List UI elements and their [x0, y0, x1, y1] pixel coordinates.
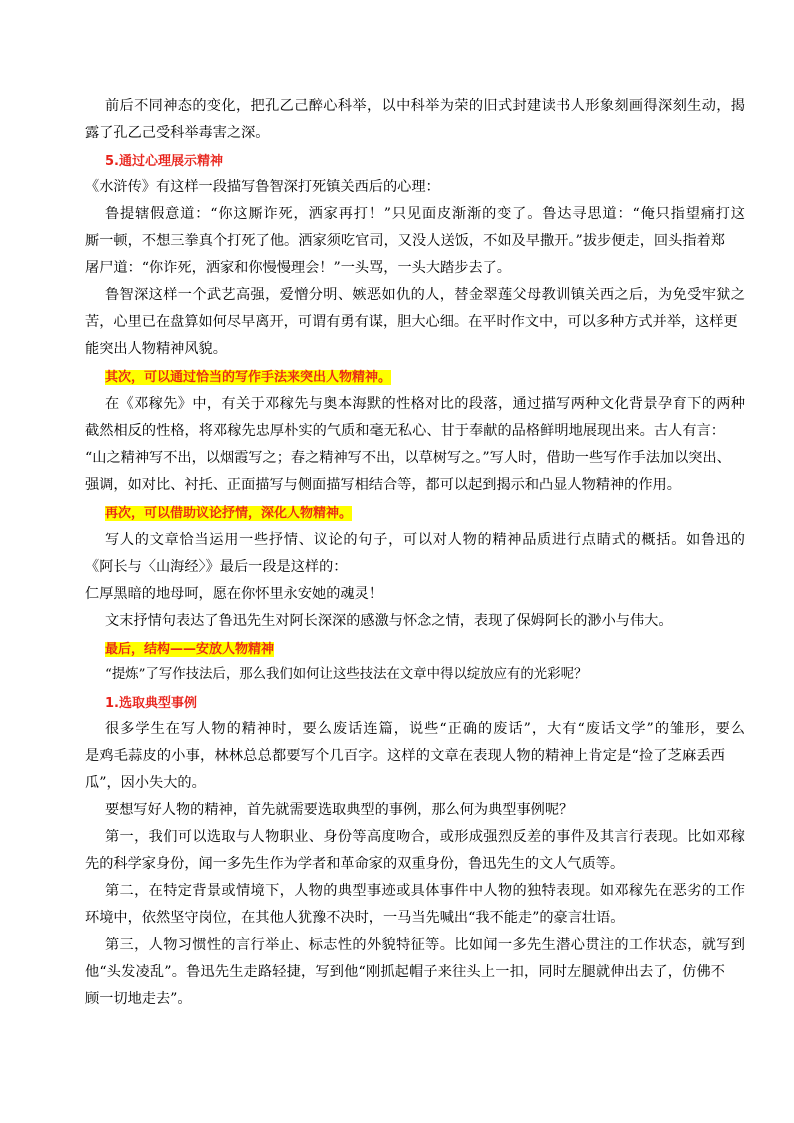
- highlighted-heading-text: 最后，结构——安放人物精神: [105, 642, 275, 657]
- highlighted-heading: [105, 503, 745, 524]
- paragraph-line: 很多学生在写人物的精神时，要么废话连篇，说些“正确的废话”，大有“废话文学”的雏形，要么: [105, 721, 745, 737]
- paragraph-line: 屠尸道：“你诈死，洒家和你慢慢理会！”一头骂，一头大踏步去了。: [85, 260, 511, 276]
- paragraph-line: 要想写好人物的精神，首先就需要选取典型的事例，那么何为典型事例呢？: [105, 802, 574, 818]
- paragraph-line: 能突出人物精神风貌。: [85, 341, 227, 357]
- paragraph-line: 写人的文章恰当运用一些抒情、议论的句子，可以对人物的精神品质进行点睛式的概括。如鲁迅的: [105, 532, 745, 548]
- paragraph-line: 鲁提辖假意道：“你这厮诈死，洒家再打！”只见面皮渐渐的变了。鲁达寻思道：“俺只指望痛打这: [105, 206, 745, 222]
- paragraph-line: 先的科学家身份，闻一多先生作为学者和革命家的双重身份，鲁迅先生的文人气质等。: [85, 856, 625, 872]
- paragraph-line: “山之精神写不出，以烟霞写之；春之精神写不出，以草树写之。”写人时，借助一些写作手法加以突出、: [85, 450, 731, 466]
- paragraph-line: “提炼”了写作技法后，那么我们如何让这些技法在文章中得以绽放应有的光彩呢？: [105, 667, 588, 682]
- paragraph-line: 苦，心里已在盘算如何尽早离开，可谓有勇有谋，胆大心细。在平时作文中，可以多种方式并举，这样更: [85, 314, 738, 330]
- paragraph-line: 顾一切地走去”。: [85, 991, 192, 1007]
- paragraph-line: 厮一顿，不想三拳真个打死了他。洒家须吃官司，又没人送饭，不如及早撒开。”拔步便走，回头指着郑: [85, 233, 725, 249]
- paragraph-line: 《水浒传》有这样一段描写鲁智深打死镇关西后的心理：: [85, 179, 440, 195]
- section-heading: [105, 693, 745, 714]
- paragraph-line: 《阿长与〈山海经〉》最后一段是这样的：: [85, 559, 348, 575]
- paragraph-line: 前后不同神态的变化，把孔乙己醉心科举，以中科举为荣的旧式封建读书人形象刻画得深刻生动，揭: [105, 98, 745, 114]
- highlighted-heading: [105, 639, 745, 660]
- paragraph-line: 是鸡毛蒜皮的小事，林林总总都要写个几百字。这样的文章在表现人物的精神上肯定是“捡了芝麻丢西: [85, 748, 725, 764]
- paragraph-line: 第二，在特定背景或情境下，人物的典型事迹或具体事件中人物的独特表现。如邓稼先在恶劣的工作: [105, 883, 745, 899]
- paragraph-line: 露了孔乙己受科举毒害之深。: [85, 125, 270, 141]
- paragraph-line: 瓜”，因小失大的。: [85, 775, 206, 791]
- section-heading-text: 1.选取典型事例: [105, 696, 197, 711]
- paragraph-line: 鲁智深这样一个武艺高强，爱憎分明、嫉恶如仇的人，替金翠莲父母教训镇关西之后，为免受牢狱之: [105, 287, 745, 303]
- highlighted-heading-text: 再次，可以借助议论抒情，深化人物精神。: [105, 506, 353, 521]
- highlighted-heading: [105, 367, 745, 388]
- paragraph-line: 强调，如对比、衬托、正面描写与侧面描写相结合等，都可以起到揭示和凸显人物精神的作用。: [85, 477, 681, 493]
- paragraph-line: 截然相反的性格，将邓稼先忠厚朴实的气质和毫无私心、甘于奉献的品格鲜明地展现出来。古人有言：: [85, 423, 725, 439]
- section-heading: [105, 151, 745, 172]
- paragraph-line: 仁厚黑暗的地母呵，愿在你怀里永安她的魂灵！: [85, 586, 383, 602]
- paragraph-line: 第三，人物习惯性的言行举止、标志性的外貌特征等。比如闻一多先生潜心贯注的工作状态，就写到: [105, 937, 745, 953]
- paragraph-line: 文末抒情句表达了鲁迅先生对阿长深深的感激与怀念之情，表现了保姆阿长的渺小与伟大。: [105, 613, 673, 629]
- paragraph-line: 第一，我们可以选取与人物职业、身份等高度吻合，或形成强烈反差的事件及其言行表现。比如邓稼: [105, 829, 745, 845]
- section-heading-text: 5.通过心理展示精神: [105, 154, 223, 169]
- paragraph-line: 环境中，依然坚守岗位，在其他人犹豫不决时，一马当先喊出“我不能走”的豪言壮语。: [85, 910, 625, 926]
- paragraph-line: 在《邓稼先》中，有关于邓稼先与奥本海默的性格对比的段落，通过描写两种文化背景孕育下的两种: [105, 396, 745, 412]
- highlighted-heading-text: 其次，可以通过恰当的写作手法来突出人物精神。: [105, 370, 392, 385]
- paragraph-line: 他“头发凌乱”。鲁迅先生走路轻捷，写到他“刚抓起帽子来往头上一扣，同时左腿就伸出去了，仿佛不: [85, 964, 725, 980]
